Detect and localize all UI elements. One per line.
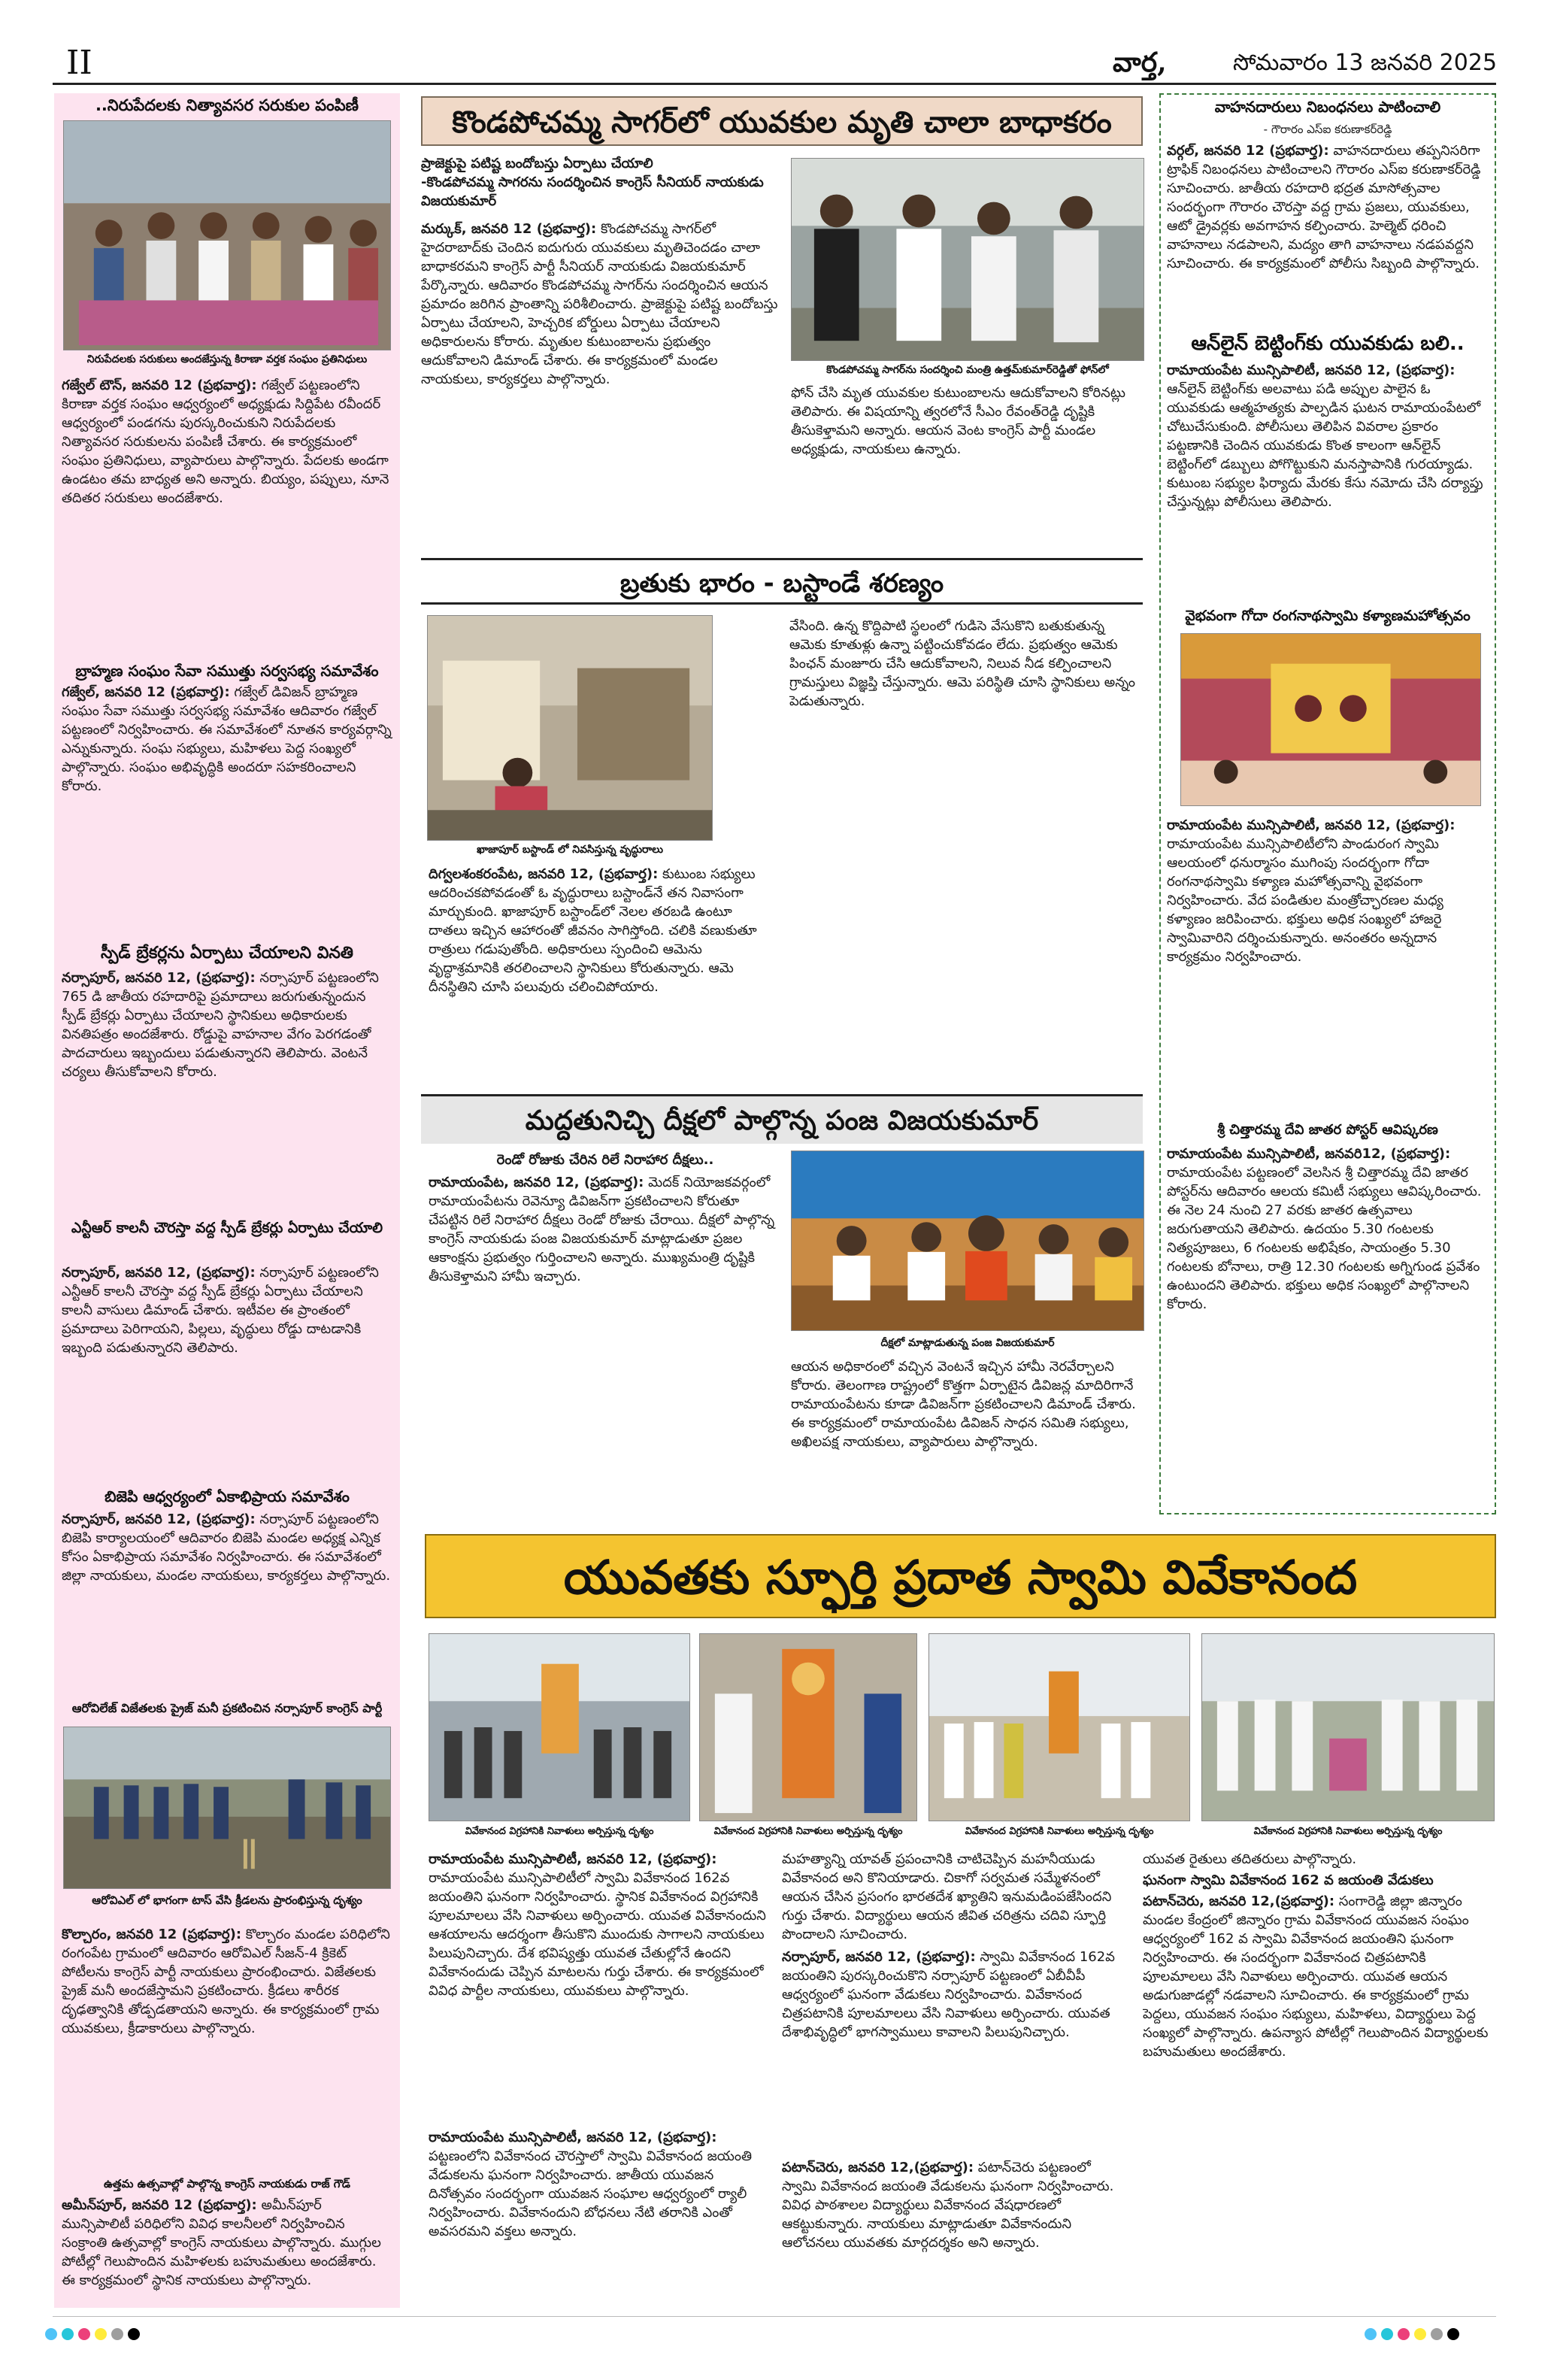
registration-dot (1447, 2328, 1459, 2340)
right-story3 (1167, 816, 1489, 1117)
banner-col3-b (1143, 1892, 1495, 2306)
page-number: II (66, 44, 92, 82)
center-story3-dateline: రామాయంపేట, జనవరి 12, (ప్రభవార్త): (429, 1175, 644, 1190)
banner-col2-c (782, 2158, 1128, 2305)
left-story8-headline: ఉత్తమ ఉత్సవాల్లో పాల్గొన్న కాంగ్రెస్ నాయకుడు రాజ్ గౌడ్ (103, 2177, 351, 2191)
banner-col3-body2: సంగారెడ్డి జిల్లా జిన్నారం మండల కేంద్రంలో జిన్నారం గ్రామ వివేకానంద యువజన సంఘం ఆధ్వర్యంలో 162 వ స్వామి వివేకానంద జయంతిని ఘనంగా నిర్వహించారు. ఈ సందర్భంగా వివేకానంద చిత్రపటానికి పూలమాలలు వేసి నివాళులు అర్పించారు. యువత ఆయన అడుగుజాడల్లో నడవాలని సూచించారు. ఈ కార్యక్రమంలో గ్రామ పెద్దలు, యువజన సంఘం సభ్యులు, మహిళలు, విద్యార్థులు పెద్ద సంఖ్యలో పాల్గొన్నారు. ఉపన్యాస పోటీల్లో గెలుపొందిన విద్యార్థులకు బహుమతులు అందజేశారు. (1143, 1893, 1489, 2060)
center-main-photo (791, 158, 1144, 361)
registration-dot (1414, 2328, 1426, 2340)
registration-dot (1381, 2328, 1393, 2340)
right-story4 (1167, 1145, 1489, 1505)
banner-caption-2: వివేకానంద విగ్రహానికి నివాళులు అర్పిస్తున్న దృశ్యం (713, 1826, 903, 1837)
center-main-dateline: మర్కుక్, జనవరి 12 (ప్రభవార్త): (421, 221, 597, 237)
left-story2 (62, 683, 392, 938)
cricket-photo (63, 1727, 391, 1889)
left-story1-body: గజ్వేల్ పట్టణంలోని కిరాణా వర్తక సంఘం ఆధ్వర్యంలో అధ్యక్షుడు సిద్దిపేట రవీందర్ ఆధ్వర్యంలో పండగను పురస్కరించుకుని నిరుపేదలకు నిత్యావసర సరుకులను పంపిణీ చేశారు. ఈ కార్యక్రమంలో సంఘం ప్రతినిధులు, వ్యాపారులు పాల్గొన్నారు. పేదలకు అండగా ఉండటం తమ బాధ్యత అని అన్నారు. బియ్యం, పప్పులు, నూనె తదితర సరుకులు అందజేశారు. (62, 377, 389, 506)
left-story1-dateline: గజ్వేల్ టౌన్, జనవరి 12 (ప్రభవార్త): (62, 377, 257, 393)
right-story4-body: రామాయంపేట పట్టణంలో వెలసిన శ్రీ చిత్తారమ్మ దేవి జాతర పోస్టర్‌ను ఆదివారం ఆలయ కమిటీ సభ్యులు ఆవిష్కరించారు. ఈ నెల 24 నుంచి 27 వరకు జాతర ఉత్సవాలు జరుగుతాయని తెలిపారు. ఉదయం 5.30 గంటలకు నిత్యపూజలు, 6 గంటలకు అభిషేకం, సాయంత్రం 5.30 గంటలకు బోనాలు, రాత్రి 12.30 గంటలకు అగ్నిగుండ ప్రవేశం ఉంటుందని తెలిపారు. భక్తులు అధిక సంఖ్యలో పాల్గొనాలని కోరారు. (1167, 1165, 1482, 1312)
right-story2 (1167, 361, 1489, 602)
banner-col2-body: మహత్యాన్ని యావత్ ప్రపంచానికి చాటిచెప్పిన మహనీయుడు వివేకానంద అని కొనియాడారు. చికాగో సర్వమత సమ్మేళనంలో ఆయన చేసిన ప్రసంగం భారతదేశ ఖ్యాతిని ఇనుమడింపజేసిందని గుర్తు చేశారు. విద్యార్థులు ఆయన జీవిత చరిత్రను చదివి స్ఫూర్తి పొందాలని సూచించారు. (782, 1851, 1112, 1942)
banner-caption-1: వివేకానంద విగ్రహానికి నివాళులు అర్పిస్తున్న దృశ్యం (465, 1826, 654, 1837)
banner-col1 (429, 1850, 767, 2124)
left-story2-body: గజ్వేల్ డివిజన్ బ్రాహ్మణ సంఘం సేవా సముత్తు సర్వసభ్య సమావేశం ఆదివారం గజ్వేల్ పట్టణంలో నిర్వహించారు. ఈ సమావేశంలో నూతన కార్యవర్గాన్ని ఎన్నుకున్నారు. సంఘ సభ్యులు, మహిళలు పెద్ద సంఖ్యలో పాల్గొన్నారు. సంఘం అభివృద్ధికి అందరూ సహకరించాలని కోరారు. (62, 684, 392, 794)
registration-dot (1431, 2328, 1443, 2340)
registration-dots-left (45, 2328, 211, 2343)
left-story1 (62, 376, 392, 658)
left-story4-dateline: నర్సాపూర్, జనవరి 12, (ప్రభవార్త): (62, 1265, 256, 1281)
right-story2-headline: ఆన్‌లైన్ బెట్టింగ్‌కు యువకుడు బలి.. (1191, 332, 1465, 355)
right-story3-photo (1180, 633, 1481, 806)
registration-dot (128, 2328, 140, 2340)
registration-dot (1398, 2328, 1410, 2340)
right-story1-sub: - గౌరారం ఎస్ఐ కరుణాకర్‌రెడ్డి (1263, 123, 1392, 136)
center-main-body2: ఫోన్ చేసి మృత యువకుల కుటుంబాలను ఆదుకోవాలని కోరినట్లు తెలిపారు. ఈ విషయాన్ని త్వరలోనే సీఎం రేవంత్‌రెడ్డి దృష్టికి తీసుకెళ్తామని అన్నారు. ఆయన వెంట కాంగ్రెస్ పార్టీ మండల అధ్యక్షుడు, నాయకులు ఉన్నారు. (791, 385, 1125, 457)
left-story4 (62, 1263, 392, 1481)
center-story3-photo (791, 1151, 1144, 1331)
left-story3-body: నర్సాపూర్ పట్టణంలోని 765 డి జాతీయ రహదారిపై ప్రమాదాలు జరుగుతున్నందున స్పీడ్ బ్రేకర్లు ఏర్పాటు చేయాలని స్థానికులు అధికారులకు వినతిపత్రం అందజేశారు. రోడ్డుపై వాహనాల వేగం పెరగడంతో పాదచారులు ఇబ్బందులు పడుతున్నారని తెలిపారు. వెంటనే చర్యలు తీసుకోవాలని కోరారు. (62, 970, 379, 1080)
center-main-sub: ప్రాజెక్టుపై పటిష్ట బందోబస్తు ఏర్పాటు చేయాలి -కొండపోచమ్మ సాగరను సందర్శించిన కాంగ్రెస్ సీనియర్ నాయకుడు విజయకుమార్ (421, 156, 764, 209)
center-story3-body2: ఆయన అధికారంలో వచ్చిన వెంటనే ఇచ్చిన హామీ నెరవేర్చాలని కోరారు. తెలంగాణ రాష్ట్రంలో కొత్తగా ఏర్పాటైన డివిజన్ల మాదిరిగానే రామాయంపేటను కూడా డివిజన్‌గా ప్రకటించాలని డిమాండ్ చేశారు. ఈ కార్యక్రమంలో రామాయంపేట డివిజన్ సాధన సమితి సభ్యులు, అఖిలపక్ష నాయకులు, వ్యాపారులు పాల్గొన్నారు. (791, 1359, 1136, 1450)
masthead-rule (53, 83, 1496, 85)
banner-col3-head: ఘనంగా స్వామి వివేకానంద 162 వ జయంతి వేడుకలు (1143, 1872, 1434, 1888)
center-story3-headline: మద్దతునిచ్చి దీక్షలో పాల్గొన్న పంజ విజయకుమార్ (421, 1094, 1143, 1144)
right-story1-dateline: వర్గల్, జనవరి 12 (ప్రభవార్త): (1167, 143, 1329, 159)
banner-col1-body2: పట్టణంలోని వివేకానంద చౌరస్తాలో స్వామి వివేకానంద జయంతి వేడుకలను ఘనంగా నిర్వహించారు. జాతీయ యువజన దినోత్సవం సందర్భంగా యువజన సంఘాల ఆధ్వర్యంలో ర్యాలీ నిర్వహించారు. వివేకానందుని బోధనలు నేటి తరానికి ఎంతో అవసరమని వక్తలు అన్నారు. (429, 2148, 753, 2239)
center-main-headline: కొండపోచమ్మ సాగర్‌లో యువకుల మృతి చాలా బాధాకరం (421, 96, 1143, 146)
center-story2-left (429, 865, 774, 1090)
left-top-photo (63, 120, 391, 350)
right-story3-dateline: రామాయంపేట మున్సిపాలిటీ, జనవరి 12, (ప్రభవార్త): (1167, 817, 1456, 833)
registration-dot (1365, 2328, 1377, 2340)
paper-name: వార్త, (1113, 47, 1167, 78)
left-story5-body: నర్సాపూర్ పట్టణంలోని బిజెపి కార్యాలయంలో ఆదివారం బిజెపి మండల అధ్యక్ష ఎన్నిక కోసం ఏకాభిప్రాయ సమావేశం నిర్వహించారు. ఈ సమావేశంలో జిల్లా నాయకులు, మండల నాయకులు, కార్యకర్తలు పాల్గొన్నారు. (62, 1511, 391, 1584)
left-story2-headline: బ్రాహ్మణ సంఘం సేవా సముత్తు సర్వసభ్య సమావేశం (75, 662, 379, 680)
registration-dot (62, 2328, 74, 2340)
left-story5-dateline: నర్సాపూర్, జనవరి 12, (ప్రభవార్త): (62, 1511, 256, 1527)
banner-headline: యువతకు స్ఫూర్తి ప్రదాత స్వామి వివేకానంద (425, 1534, 1496, 1618)
registration-dot (95, 2328, 107, 2340)
right-story3-body: రామాయంపేట మున్సిపాలిటీలోని పాండురంగ స్వామి ఆలయంలో ధనుర్మాసం ముగింపు సందర్భంగా గోదా రంగనాథస్వామి కళ్యాణ మహోత్సవాన్ని వైభవంగా నిర్వహించారు. వేద పండితుల మంత్రోచ్ఛారణల మధ్య కళ్యాణం జరిపించారు. భక్తులు అధిక సంఖ్యలో హాజరై స్వామివారిని దర్శించుకున్నారు. అనంతరం అన్నదాన కార్యక్రమం నిర్వహించారు. (1167, 836, 1443, 965)
left-top-photo-caption: నిరుపేదలకు సరుకులు అందజేస్తున్న కిరాణా వర్తక సంఘం ప్రతినిధులు (86, 353, 368, 365)
center-story2-body: కుటుంబ సభ్యులు ఆదరించకపోవడంతో ఓ వృద్ధురాలు బస్టాండ్‌నే తన నివాసంగా మార్చుకుంది. ఖాజాపూర్ బస్టాండ్‌లో నెలల తరబడి ఉంటూ దాతలు ఇచ్చిన ఆహారంతో జీవనం సాగిస్తోంది. చలికి వణుకుతూ రాత్రులు గడుపుతోంది. అధికారులు స్పందించి ఆమెను వృద్ధాశ్రమానికి తరలించాలని స్థానికులు కోరుతున్నారు. ఆమె దీనస్థితిని చూసి పలువురు చలించిపోయారు. (429, 866, 757, 995)
banner-col2-body3: పటాన్‌చెరు పట్టణంలో స్వామి వివేకానంద జయంతి వేడుకలను ఘనంగా నిర్వహించారు. వివిధ పాఠశాలల విద్యార్థులు వివేకానంద వేషధారణలో ఆకట్టుకున్నారు. నాయకులు మాట్లాడుతూ వివేకానందుని ఆలోచనలు యువతకు మార్గదర్శకం అని అన్నారు. (782, 2160, 1114, 2251)
center-main-body: కొండపోచమ్మ సాగర్‌లో హైదరాబాద్‌కు చెందిన ఐదుగురు యువకులు మృతిచెందడం చాలా బాధాకరమని కాంగ్రెస్ పార్టీ సీనియర్ నాయకుడు విజయకుమార్ పేర్కొన్నారు. ఆదివారం కొండపోచమ్మ సాగర్‌ను సందర్శించిన ఆయన ప్రమాదం జరిగిన ప్రాంతాన్ని పరిశీలించారు. ప్రాజెక్టుపై పటిష్ట బందోబస్తు ఏర్పాటు చేయాలని, హెచ్చరిక బోర్డులు ఏర్పాటు చేయాలని అధికారులను కోరారు. మృతుల కుటుంబాలను ప్రభుత్వం ఆదుకోవాలని డిమాండ్ చేశారు. ఈ కార్యక్రమంలో మండల నాయకులు, కార్యకర్తలు పాల్గొన్నారు. (421, 221, 778, 387)
banner-col3-dateline: పటాన్‌చెరు, జనవరి 12,(ప్రభవార్త): (1143, 1893, 1335, 1909)
left-story3-headline: స్పీడ్ బ్రేకర్లను ఏర్పాటు చేయాలని వినతి (100, 944, 354, 963)
right-story4-dateline: రామాయంపేట మున్సిపాలిటీ, జనవరి12, (ప్రభవార్త): (1167, 1146, 1451, 1162)
center-story2-headline: బ్రతుకు భారం - బస్టాండే శరణ్యం (421, 558, 1143, 605)
right-story1 (1167, 141, 1489, 329)
left-story3-dateline: నర్సాపూర్, జనవరి 12, (ప్రభవార్త): (62, 970, 256, 986)
left-story7-body: కొల్చారం మండల పరిధిలోని రంగంపేట గ్రామంలో ఆదివారం ఆరోవిఎల్ సీజన్-4 క్రికెట్ పోటీలను కాంగ్రెస్ పార్టీ నాయకులు ప్రారంభించారు. విజేతలకు ప్రైజ్ మనీ అందజేస్తామని ప్రకటించారు. క్రీడలు శారీరక దృఢత్వానికి తోడ్పడతాయని అన్నారు. ఈ కార్యక్రమంలో గ్రామ యువకులు, క్రీడాకారులు పాల్గొన్నారు. (62, 1927, 390, 2036)
banner-col3-body: యువత రైతులు తదితరులు పాల్గొన్నారు. (1143, 1851, 1357, 1867)
center-story3-intro: రెండో రోజుకు చేరిన రిలే నిరాహార దీక్షలు.. (496, 1152, 714, 1168)
banner-col2-b (782, 1948, 1128, 2154)
left-story5 (62, 1510, 392, 1698)
left-story5-headline: బిజెపి ఆధ్వర్యంలో ఏకాభిప్రాయ సమావేశం (105, 1487, 350, 1505)
banner-col2-body2: స్వామి వివేకానంద 162వ జయంతిని పురస్కరించుకొని నర్సాపూర్ పట్టణంలో ఏబీవీపీ ఆధ్వర్యంలో ఘనంగా వేడుకలు నిర్వహించారు. వివేకానంద చిత్రపటానికి పూలమాలలు వేసి నివాళులు అర్పించారు. యువత దేశాభివృద్ధిలో భాగస్వాములు కావాలని పిలుపునిచ్చారు. (782, 1949, 1115, 2040)
left-story8 (62, 2196, 392, 2301)
left-story4-headline: ఎన్టీఆర్ కాలనీ చౌరస్తా వద్ద స్పీడ్ బ్రేకర్లు ఏర్పాటు చేయాలి (71, 1220, 383, 1236)
right-story2-dateline: రామాయంపేట మున్సిపాలిటీ, జనవరి 12, (ప్రభవార్త): (1167, 362, 1456, 378)
right-story1-headline: వాహనదారులు నిబంధనలు పాటించాలి (1214, 98, 1441, 116)
cricket-photo-caption: ఆరోవిఎల్ లో భాగంగా టాస్ వేసి క్రీడలను ప్రారంభిస్తున్న దృశ్యం (92, 1893, 362, 1907)
left-story8-body: అమీన్‌పూర్ మున్సిపాలిటీ పరిధిలోని వివిధ కాలనీలలో నిర్వహించిన సంక్రాంతి ఉత్సవాల్లో కాంగ్రెస్ నాయకులు పాల్గొన్నారు. ముగ్గుల పోటీల్లో గెలుపొందిన మహిళలకు బహుమతులు అందజేశారు. ఈ కార్యక్రమంలో స్థానిక నాయకులు పాల్గొన్నారు. (62, 2197, 381, 2288)
banner-col1-dateline2: రామాయంపేట మున్సిపాలిటీ, జనవరి 12, (ప్రభవార్త): (429, 2130, 717, 2145)
center-main-photo-caption: కొండపోచమ్మ సాగర్‌ను సందర్శించి మంత్రి ఉత్తమ్‌కుమార్‌రెడ్డితో ఫోన్‌లో (826, 364, 1109, 376)
right-story3-headline: వైభవంగా గోదా రంగనాథస్వామి కళ్యాణమహోత్సవం (1185, 608, 1471, 624)
banner-col2-dateline2: పటాన్‌చెరు, జనవరి 12,(ప్రభవార్త): (782, 2160, 974, 2175)
registration-dots-right (1365, 2328, 1530, 2343)
banner-caption-3: వివేకానంద విగ్రహానికి నివాళులు అర్పిస్తున్న దృశ్యం (965, 1826, 1154, 1837)
left-story2-dateline: గజ్వేల్, జనవరి 12 (ప్రభవార్త): (62, 684, 230, 700)
center-story2-body2: వేసింది. ఉన్న కొద్దిపాటి స్థలంలో గుడిసె వేసుకొని బతుకుతున్న ఆమెకు కూతుళ్లు ఉన్నా పట్టించుకోవడం లేదు. ప్రభుత్వం ఆమెకు పింఛన్ మంజూరు చేసి ఆదుకోవాలని, నిలువ నీడ కల్పించాలని గ్రామస్తులు విజ్ఞప్తి చేస్తున్నారు. ఆమె పరిస్థితి చూసి స్థానికులు అన్నం పెడుతున్నారు. (789, 618, 1136, 709)
left-top-headline: ..నిరుపేదలకు నిత్యావసర సరుకుల పంపిణీ (95, 96, 359, 114)
center-story2-photo-caption: ఖాజాపూర్ బస్టాండ్ లో నివసిస్తున్న వృద్ధురాలు (477, 844, 663, 856)
center-story3-left (429, 1173, 782, 1549)
right-story2-body: ఆన్‌లైన్ బెట్టింగ్‌కు అలవాటు పడి అప్పుల పాలైన ఓ యువకుడు ఆత్మహత్యకు పాల్పడిన ఘటన రామాయంపేటలో చోటుచేసుకుంది. పోలీసులు తెలిపిన వివరాల ప్రకారం పట్టణానికి చెందిన యువకుడు కొంత కాలంగా ఆన్‌లైన్ బెట్టింగ్‌లో డబ్బులు పోగొట్టుకుని మనస్తాపానికి గురయ్యాడు. కుటుంబ సభ్యుల ఫిర్యాదు మేరకు కేసు నమోదు చేసి దర్యాప్తు చేస్తున్నట్లు పోలీసులు తెలిపారు. (1167, 381, 1483, 510)
center-story3-body: మెదక్ నియోజకవర్గంలో రామాయంపేటను రెవెన్యూ డివిజన్‌గా ప్రకటించాలని కోరుతూ చేపట్టిన రిలే నిరాహార దీక్షలు రెండో రోజుకు చేరాయి. దీక్షలో పాల్గొన్న కాంగ్రెస్ నాయకుడు పంజ విజయకుమార్ మాట్లాడుతూ ప్రజల ఆకాంక్షను ప్రభుత్వం గుర్తించాలని అన్నారు. ముఖ్యమంత్రి దృష్టికి తీసుకెళ్తామని హామీ ఇచ్చారు. (429, 1175, 775, 1284)
banner-col1-dateline: రామాయంపేట మున్సిపాలిటీ, జనవరి 12, (ప్రభవార్త): (429, 1851, 717, 1867)
banner-photo-4 (1201, 1633, 1495, 1821)
issue-date: సోమవారం 13 జనవరి 2025 (1233, 50, 1498, 76)
left-story3 (62, 969, 392, 1213)
banner-photo-2 (699, 1633, 917, 1821)
left-story4-body: నర్సాపూర్ పట్టణంలోని ఎన్టీఆర్ కాలనీ చౌరస్తా వద్ద స్పీడ్ బ్రేకర్లు ఏర్పాటు చేయాలని కాలనీ వాసులు డిమాండ్ చేశారు. ఇటీవల ఈ ప్రాంతంలో ప్రమాదాలు పెరిగాయని, పిల్లలు, వృద్ధులు రోడ్డు దాటడానికి ఇబ్బంది పడుతున్నారని తెలిపారు. (62, 1265, 379, 1356)
center-story2-dateline: దిగ్వలశంకరంపేట, జనవరి 12, (ప్రభవార్త): (429, 866, 659, 882)
left-story7 (62, 1925, 392, 2173)
left-story6-headline: ఆరోవిలేజ్ విజేతలకు ప్రైజ్ మనీ ప్రకటించిన నర్సాపూర్ కాంగ్రెస్ పార్టీ (71, 1701, 383, 1715)
right-story4-headline: శ్రీ చిత్తారమ్మ దేవి జాతర పోస్టర్ ఆవిష్కరణ (1217, 1122, 1438, 1138)
banner-col1-body: రామాయంపేట మున్సిపాలిటీలో స్వామి వివేకానంద 162వ జయంతిని ఘనంగా నిర్వహించారు. స్థానిక వివేకానంద విగ్రహానికి పూలమాలలు వేసి నివాళులు అర్పించారు. యువత వివేకానందుని ఆశయాలను ఆదర్శంగా తీసుకొని ముందుకు సాగాలని నాయకులు పిలుపునిచ్చారు. దేశ భవిష్యత్తు యువత చేతుల్లోనే ఉందని వివేకానందుడు చెప్పిన మాటలను గుర్తు చేశారు. ఈ కార్యక్రమంలో వివిధ పార్టీల నాయకులు, యువకులు పాల్గొన్నారు. (429, 1870, 766, 1999)
banner-photo-1 (429, 1633, 690, 1821)
center-story3-photo-caption: దీక్షలో మాట్లాడుతున్న పంజ విజయకుమార్ (880, 1337, 1055, 1349)
registration-dot (78, 2328, 90, 2340)
footer-rule (53, 2316, 1496, 2317)
banner-caption-4: వివేకానంద విగ్రహానికి నివాళులు అర్పిస్తున్న దృశ్యం (1253, 1826, 1443, 1837)
center-story2-photo (427, 615, 713, 841)
banner-photo-3 (928, 1633, 1190, 1821)
banner-col1-b (429, 2128, 767, 2305)
right-story1-body: వాహనదారులు తప్పనిసరిగా ట్రాఫిక్ నిబంధనలు పాటించాలని గౌరారం ఎస్ఐ కరుణాకర్‌రెడ్డి సూచించారు. జాతీయ రహదారి భద్రత మాసోత్సవాల సందర్భంగా గౌరారం చౌరస్తా వద్ద గ్రామ ప్రజలు, యువకులు, ఆటో డ్రైవర్లకు అవగాహన కల్పించారు. హెల్మెట్ ధరించి వాహనాలు నడపాలని, మద్యం తాగి వాహనాలు నడపవద్దని సూచించారు. ఈ కార్యక్రమంలో పోలీసు సిబ్బంది పాల్గొన్నారు. (1167, 143, 1481, 271)
registration-dot (111, 2328, 123, 2340)
banner-col2-dateline: నర్సాపూర్, జనవరి 12, (ప్రభవార్త): (782, 1949, 976, 1965)
left-story7-dateline: కొల్చారం, జనవరి 12 (ప్రభవార్త): (62, 1927, 242, 1942)
registration-dot (45, 2328, 57, 2340)
left-story8-dateline: అమీన్‌పూర్, జనవరి 12 (ప్రభవార్త): (62, 2197, 257, 2213)
